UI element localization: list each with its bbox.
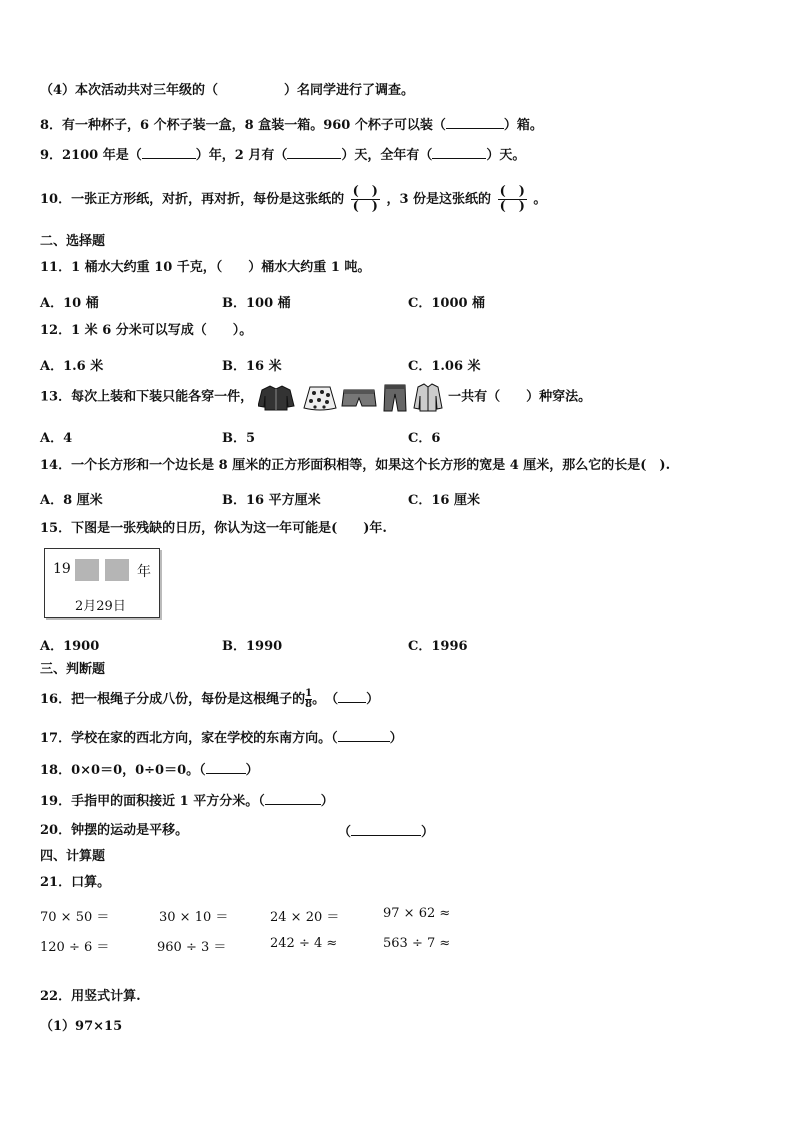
section-heading: 三、判断题 bbox=[40, 662, 106, 677]
option-c[interactable]: C．1000 桶 bbox=[408, 296, 486, 311]
question-11: 11．1 桶水大约重 10 千克，（ ）桶水大约重 1 吨。 bbox=[40, 260, 371, 275]
option-c[interactable]: C．1.06 米 bbox=[408, 359, 481, 374]
option-c[interactable]: C．16 厘米 bbox=[408, 493, 480, 508]
option-c[interactable]: C．6 bbox=[408, 431, 441, 446]
question-12: 12．1 米 6 分米可以写成（ ）。 bbox=[40, 323, 253, 338]
question-18: 18．0×0＝0，0÷0＝0。（ ） bbox=[40, 763, 259, 778]
section-heading: 二、选择题 bbox=[40, 234, 106, 249]
question-15: 15．下图是一张残缺的日历，你认为这一年可能是( )年. bbox=[40, 521, 387, 536]
question-20-answer: （ ） bbox=[338, 825, 435, 840]
fraction-one-eighth: $\frac{1}{8}$ bbox=[305, 688, 313, 710]
question-17: 17．学校在家的西北方向，家在学校的东南方向。（ ） bbox=[40, 731, 403, 746]
option-a[interactable]: A．8 厘米 bbox=[40, 493, 103, 508]
torn-calendar bbox=[44, 548, 160, 618]
question-20: 20．钟摆的运动是平移。 bbox=[40, 823, 189, 838]
oral-calc-item: 120 ÷ 6 ＝ bbox=[40, 940, 110, 955]
calendar-date: 2月29日 bbox=[75, 599, 126, 614]
option-a[interactable]: A．1.6 米 bbox=[40, 359, 104, 374]
option-b[interactable]: B．100 桶 bbox=[222, 296, 291, 311]
option-a[interactable]: A．10 桶 bbox=[40, 296, 99, 311]
question-7-4: （4）本次活动共对三年级的（ ）名同学进行了调查。 bbox=[40, 83, 415, 98]
clothing-icons bbox=[258, 382, 444, 412]
option-b[interactable]: B．16 平方厘米 bbox=[222, 493, 321, 508]
question-8: 8．有一种杯子，6 个杯子装一盒，8 盒装一箱。960 个杯子可以装（ ）箱。 bbox=[40, 118, 543, 133]
question-10: 10．一张正方形纸，对折，再对折，每份是这张纸的 $\frac{( )}{( )}$ ，3 份是这张纸的 $\frac{( )}{( )}$ 。 bbox=[40, 184, 547, 214]
question-22: 22．用竖式计算. bbox=[40, 989, 141, 1004]
oral-calc-item: 24 × 20 ＝ bbox=[270, 910, 340, 925]
answer-blank[interactable] bbox=[351, 823, 421, 836]
oral-calc-item: 242 ÷ 4 ≈ bbox=[270, 936, 338, 951]
option-b[interactable]: B．1990 bbox=[222, 639, 283, 654]
coat-icon bbox=[414, 384, 442, 411]
oral-calc-item: 30 × 10 ＝ bbox=[159, 910, 229, 925]
calendar-year-prefix: 19 bbox=[53, 561, 71, 577]
skirt-icon bbox=[304, 387, 336, 410]
trousers-icon bbox=[384, 385, 406, 411]
answer-blank[interactable] bbox=[338, 690, 366, 703]
option-b[interactable]: B．5 bbox=[222, 431, 256, 446]
question-13: 13．每次上装和下装只能各穿一件， 一共有（ ）种穿法。 bbox=[40, 382, 591, 413]
answer-blank[interactable] bbox=[338, 729, 390, 742]
answer-blank[interactable] bbox=[206, 761, 246, 774]
missing-digit-box bbox=[75, 559, 99, 581]
fraction-blank[interactable]: $\frac{( )}{( )}$ bbox=[499, 184, 525, 214]
oral-calc-item: 97 × 62 ≈ bbox=[383, 906, 451, 921]
answer-blank[interactable] bbox=[218, 82, 284, 94]
jacket-icon bbox=[258, 386, 294, 410]
missing-digit-box bbox=[105, 559, 129, 581]
oral-calc-item: 70 × 50 ＝ bbox=[40, 910, 110, 925]
oral-calc-item: 960 ÷ 3 ＝ bbox=[157, 940, 227, 955]
calendar-year-suffix: 年 bbox=[137, 564, 151, 580]
question-19: 19．手指甲的面积接近 1 平方分米。（ ） bbox=[40, 794, 334, 809]
question-14: 14．一个长方形和一个边长是 8 厘米的正方形面积相等，如果这个长方形的宽是 4 厘米，那么它的长是( ). bbox=[40, 458, 671, 473]
answer-blank[interactable] bbox=[446, 116, 504, 129]
question-9: 9．2100 年是（ ）年，2 月有（ ）天，全年有（ ）天。 bbox=[40, 148, 526, 163]
option-c[interactable]: C．1996 bbox=[408, 639, 468, 654]
oral-calc-item: 563 ÷ 7 ≈ bbox=[383, 936, 451, 951]
fraction-blank[interactable]: $\frac{( )}{( )}$ bbox=[352, 184, 378, 214]
shorts-icon bbox=[342, 390, 376, 406]
answer-blank[interactable] bbox=[142, 146, 196, 159]
section-heading: 四、计算题 bbox=[40, 849, 106, 864]
option-a[interactable]: A．1900 bbox=[40, 639, 100, 654]
question-21: 21．口算。 bbox=[40, 875, 111, 890]
question-22-item-1: （1）97×15 bbox=[40, 1019, 123, 1034]
option-a[interactable]: A．4 bbox=[40, 431, 73, 446]
answer-blank[interactable] bbox=[432, 146, 486, 159]
answer-blank[interactable] bbox=[265, 792, 321, 805]
question-16: 16．把一根绳子分成八份，每份是这根绳子的 $\frac{1}{8}$。 （ ） bbox=[40, 688, 380, 710]
answer-blank[interactable] bbox=[287, 146, 341, 159]
option-b[interactable]: B．16 米 bbox=[222, 359, 282, 374]
